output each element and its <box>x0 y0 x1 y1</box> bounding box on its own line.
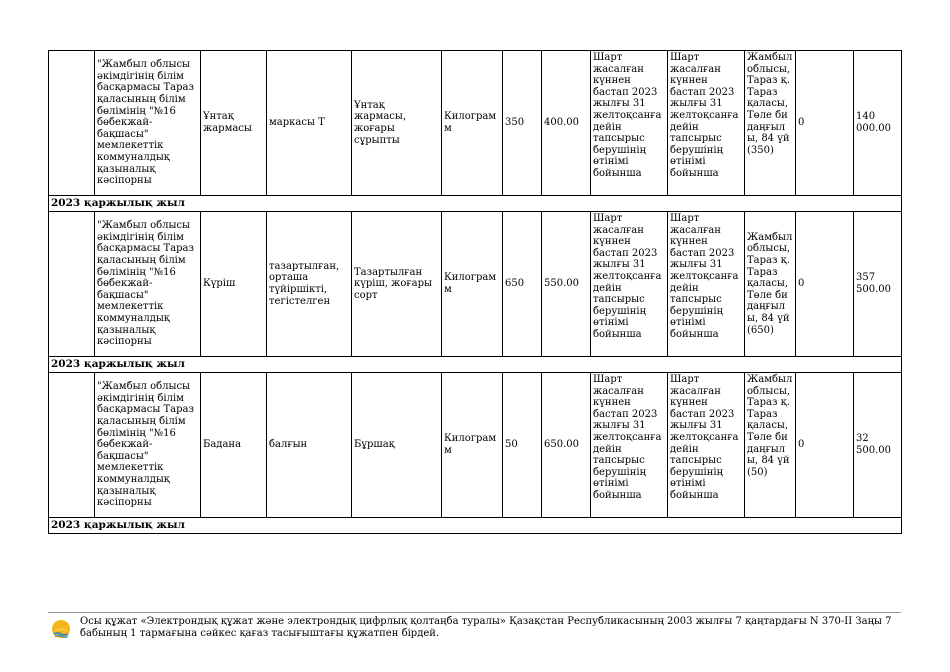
table-row <box>49 51 902 196</box>
organization-cell: "Жамбыл облысы әкімдігінің білім басқармасы Тараз қаласының білім бөлімінің "№16 бөбекжай-бақшасы" мемлекеттік коммуналдық қазыналық кәсіпорны <box>95 51 201 196</box>
procurement-table <box>48 50 902 534</box>
advance-cell: 0 <box>796 51 854 196</box>
quantity-cell: 50 <box>503 373 542 518</box>
additional-characteristic-cell: Тазартылған күріш, жоғары сорт <box>352 212 442 357</box>
characteristic-cell: тазартылған, орташа түйіршікті, тегістелген <box>267 212 352 357</box>
legal-notice-text: Осы құжат «Электрондық құжат және электрондық цифрлық қолтаңба туралы» Қазақстан Республикасының 2003 жылғы 7 қаңтардағы N 370-II Заңы 7 бабының 1 тармағына сәйкес қағаз тасығыштағы құжатпен бірдей. <box>80 616 892 639</box>
row-number-cell <box>49 212 95 357</box>
table-row <box>49 196 902 212</box>
total-amount-cell: 140 000.00 <box>854 51 902 196</box>
term-end-cell: Шарт жасалған күннен бастап 2023 жылғы 31 желтоқсанға дейін тапсырыс берушінің өтінімі бойынша <box>668 212 745 357</box>
item-name-cell: Күріш <box>201 212 267 357</box>
financial-year-label: 2023 қаржылық жыл <box>49 357 902 373</box>
table-row <box>49 373 902 518</box>
characteristic-cell: маркасы Т <box>267 51 352 196</box>
additional-characteristic-cell: Бұршақ <box>352 373 442 518</box>
delivery-place-cell: Жамбыл облысы, Тараз қ. Тараз қаласы, Төле би даңғылы, 84 үй (350) <box>745 51 796 196</box>
organization-cell: "Жамбыл облысы әкімдігінің білім басқармасы Тараз қаласының білім бөлімінің "№16 бөбекжай-бақшасы" мемлекеттік коммуналдық қазыналық кәсіпорны <box>95 373 201 518</box>
footer-divider <box>48 612 901 613</box>
advance-cell: 0 <box>796 212 854 357</box>
advance-cell: 0 <box>796 373 854 518</box>
item-name-cell: Бадана <box>201 373 267 518</box>
organization-cell: "Жамбыл облысы әкімдігінің білім басқармасы Тараз қаласының білім бөлімінің "№16 бөбекжай-бақшасы" мемлекеттік коммуналдық қазыналық кәсіпорны <box>95 212 201 357</box>
item-name-cell: Ұнтақ жармасы <box>201 51 267 196</box>
financial-year-label: 2023 қаржылық жыл <box>49 196 902 212</box>
total-amount-cell: 357 500.00 <box>854 212 902 357</box>
quantity-cell: 350 <box>503 51 542 196</box>
characteristic-cell: балғын <box>267 373 352 518</box>
price-cell: 650.00 <box>542 373 591 518</box>
row-number-cell <box>49 373 95 518</box>
unit-cell: Килограмм <box>442 212 503 357</box>
table-row <box>49 357 902 373</box>
term-start-cell: Шарт жасалған күннен бастап 2023 жылғы 31 желтоқсанға дейін тапсырыс берушінің өтінімі бойынша <box>591 51 668 196</box>
price-cell: 550.00 <box>542 212 591 357</box>
quantity-cell: 650 <box>503 212 542 357</box>
unit-cell: Килограмм <box>442 373 503 518</box>
delivery-place-cell: Жамбыл облысы, Тараз қ. Тараз қаласы, Төле би даңғылы, 84 үй (650) <box>745 212 796 357</box>
financial-year-label: 2023 қаржылық жыл <box>49 518 902 534</box>
table-row <box>49 518 902 534</box>
unit-cell: Килограмм <box>442 51 503 196</box>
delivery-place-cell: Жамбыл облысы, Тараз қ. Тараз қаласы, Төле би даңғылы, 84 үй (50) <box>745 373 796 518</box>
row-number-cell <box>49 51 95 196</box>
additional-characteristic-cell: Ұнтақ жармасы, жоғары сұрыпты <box>352 51 442 196</box>
price-cell: 400.00 <box>542 51 591 196</box>
egov-sun-logo-icon <box>50 617 72 639</box>
table-row <box>49 212 902 357</box>
term-start-cell: Шарт жасалған күннен бастап 2023 жылғы 31 желтоқсанға дейін тапсырыс берушінің өтінімі бойынша <box>591 373 668 518</box>
term-end-cell: Шарт жасалған күннен бастап 2023 жылғы 31 желтоқсанға дейін тапсырыс берушінің өтінімі бойынша <box>668 51 745 196</box>
term-end-cell: Шарт жасалған күннен бастап 2023 жылғы 31 желтоқсанға дейін тапсырыс берушінің өтінімі бойынша <box>668 373 745 518</box>
total-amount-cell: 32 500.00 <box>854 373 902 518</box>
term-start-cell: Шарт жасалған күннен бастап 2023 жылғы 31 желтоқсанға дейін тапсырыс берушінің өтінімі бойынша <box>591 212 668 357</box>
